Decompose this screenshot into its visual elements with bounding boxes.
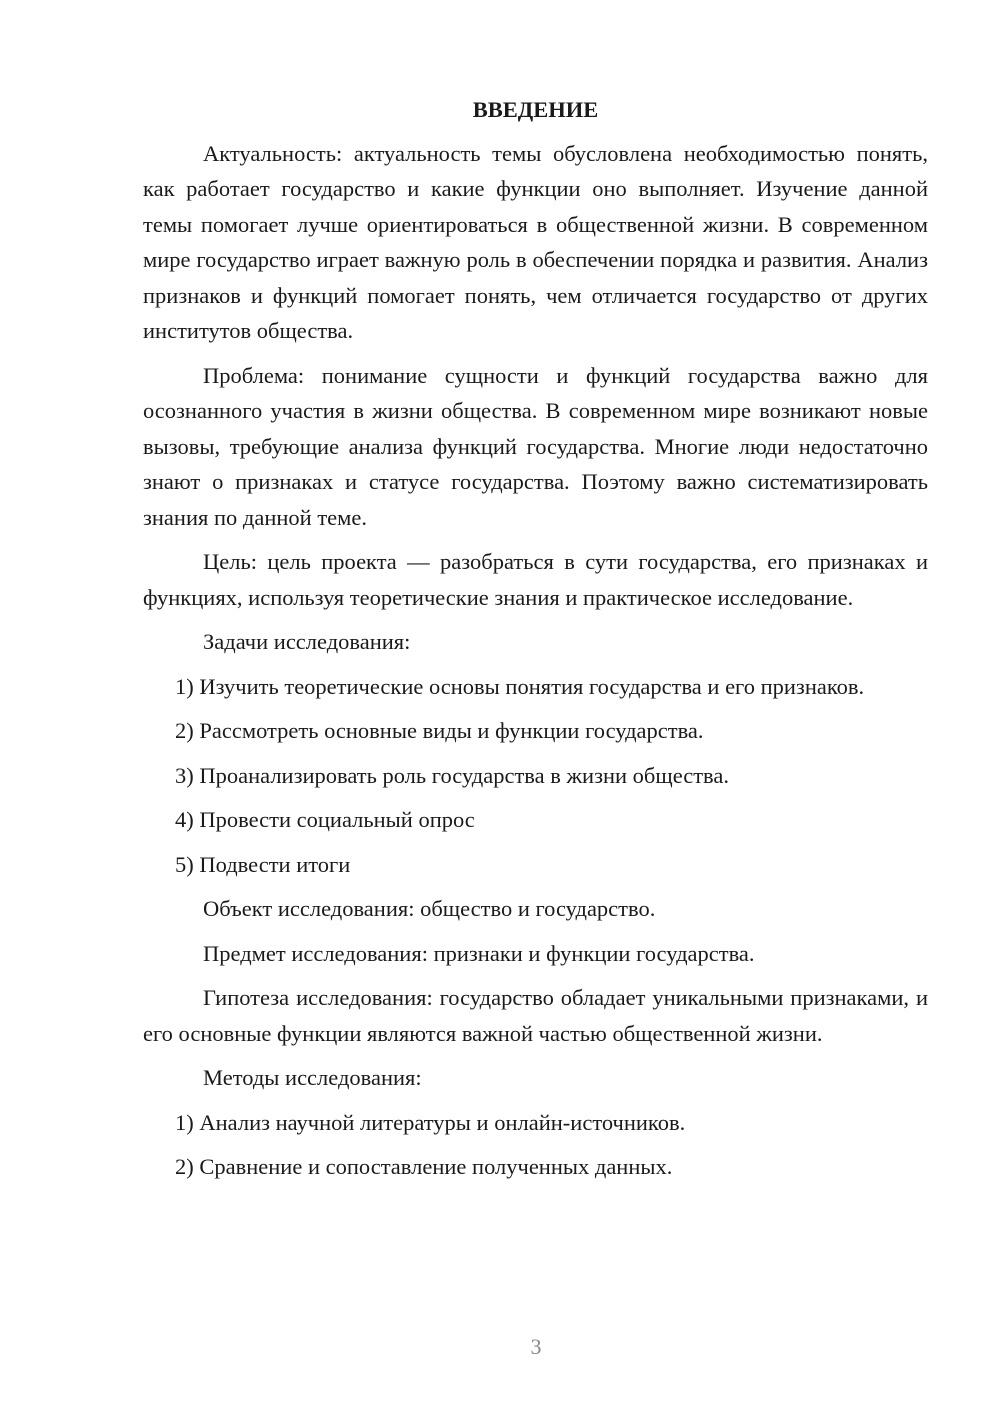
tasks-heading: Задачи исследования: [203,629,411,654]
method-item: 1) Анализ научной литературы и онлайн-источников. [175,1109,686,1135]
problem-paragraph: Проблема: понимание сущности и функций государства важно для осознанного участия в жизни общества. В современном мире возникают новые вызовы, требующие анализа функций государства. Многие люди недостаточно знают о признаках и статусе государства. Поэтому важно систематизировать знания по данной теме. [143,362,928,530]
task-item: 1) Изучить теоретические основы понятия государства и его признаков. [175,673,865,699]
goal-paragraph: Цель: цель проекта — разобраться в сути государства, его признаках и функциях, используя теоретические знания и практическое исследование. [143,549,928,610]
method-item: 2) Сравнение и сопоставление полученных данных. [175,1154,673,1179]
page-number: 3 [530,1334,542,1359]
task-item: 4) Провести социальный опрос [175,807,475,832]
methods-heading: Методы исследования: [203,1065,422,1090]
task-item: 3) Проанализировать роль государства в жизни общества. [175,762,729,788]
hypothesis-paragraph: Гипотеза исследования: государство обладает уникальными признаками, и его основные функции являются важной частью общественной жизни. [143,985,928,1046]
section-title: ВВЕДЕНИЕ [472,97,599,122]
object-paragraph: Объект исследования: общество и государство. [203,896,656,921]
task-item: 2) Рассмотреть основные виды и функции государства. [175,718,704,743]
task-item: 5) Подвести итоги [175,851,351,877]
subject-paragraph: Предмет исследования: признаки и функции государства. [203,940,755,966]
relevance-paragraph: Актуальность: актуальность темы обусловлена необходимостью понять, как работает государство и какие функции оно выполняет. Изучение данной темы помогает лучше ориентироваться в общественной жизни. В современном мире государство играет важную роль в обеспечении порядка и развития. Анализ признаков и функций помогает понять, чем отличается государство от других институтов общества. [143,140,928,343]
page-body [143,92,928,1194]
